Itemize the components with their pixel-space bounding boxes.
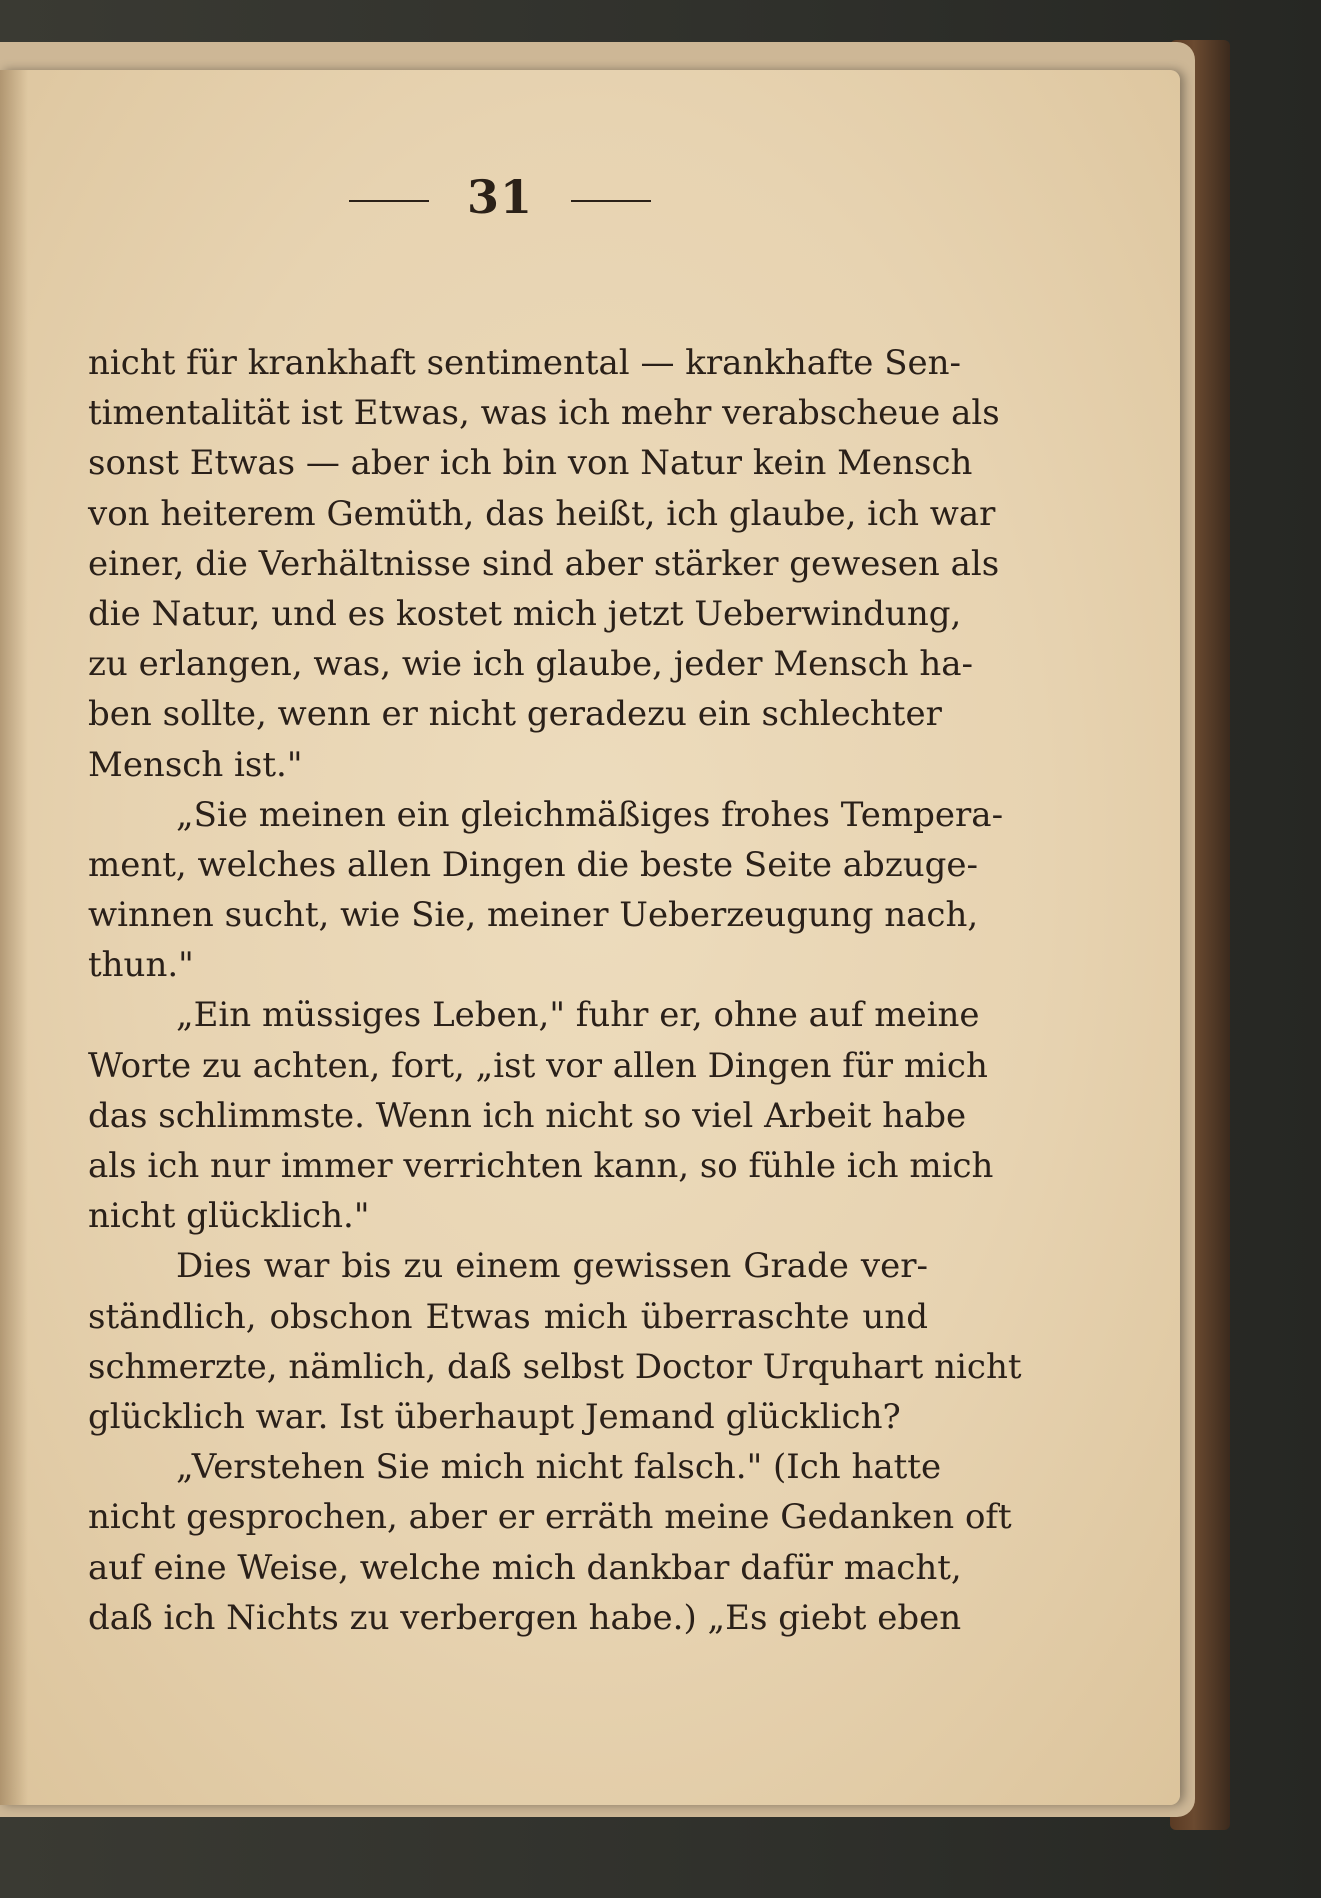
text-line: zu erlangen, was, wie ich glaube, jeder Mensch ha- xyxy=(88,644,973,685)
text-line: daß ich Nichts zu verbergen habe.) „Es giebt eben xyxy=(88,1597,962,1638)
text-line: von heiterem Gemüth, das heißt, ich glaube, ich war xyxy=(88,493,996,534)
text-line: die Natur, und es kostet mich jetzt Ueberwindung, xyxy=(88,593,962,634)
text-line: nicht glücklich." xyxy=(88,1196,370,1237)
page-number xyxy=(0,170,1000,224)
text-line: thun." xyxy=(88,945,194,986)
text-line: als ich nur immer verrichten kann, so fühle ich mich xyxy=(88,1146,994,1186)
text-line: winnen sucht, wie Sie, meiner Ueberzeugung nach, xyxy=(88,895,979,936)
text-line: glücklich war. Ist überhaupt Jemand glücklich? xyxy=(88,1396,901,1437)
text-line: Dies war bis zu einem gewissen Grade ver- xyxy=(176,1246,928,1287)
text-line: nicht gesprochen, aber er erräth meine Gedanken oft xyxy=(88,1497,1012,1538)
text-line: auf eine Weise, welche mich dankbar dafür macht, xyxy=(88,1547,962,1588)
gutter-shadow xyxy=(0,70,28,1805)
text-line: einer, die Verhältnisse sind aber stärker gewesen als xyxy=(88,543,1000,584)
text-line: ständlich, obschon Etwas mich überraschte und xyxy=(88,1296,928,1337)
text-line: das schlimmste. Wenn ich nicht so viel Arbeit habe xyxy=(88,1095,967,1136)
text-line: timentalität ist Etwas, was ich mehr verabscheue als xyxy=(88,393,1000,434)
text-line: „Sie meinen ein gleichmäßiges frohes Tempera- xyxy=(176,794,1004,835)
page-number-text: 31 xyxy=(466,170,533,224)
text-line: ben sollte, wenn er nicht geradezu ein schlechter xyxy=(88,694,942,735)
text-line: ment, welches allen Dingen die beste Seite abzuge- xyxy=(88,844,979,885)
text-line: schmerzte, nämlich, daß selbst Doctor Urquhart nicht xyxy=(88,1346,1022,1387)
book-page xyxy=(0,70,1180,1805)
body-text xyxy=(88,338,1022,1643)
text-line: Mensch ist." xyxy=(88,744,303,785)
page-number-dash-right xyxy=(571,200,651,202)
text-line: Worte zu achten, fort, „ist vor allen Dingen für mich xyxy=(88,1045,988,1086)
text-line: „Ein müssiges Leben," fuhr er, ohne auf meine xyxy=(176,995,980,1036)
text-line: sonst Etwas — aber ich bin von Natur kein Mensch xyxy=(88,443,973,484)
page-number-dash-left xyxy=(349,200,429,202)
text-line: nicht für krankhaft sentimental — krankhafte Sen- xyxy=(88,343,962,383)
text-line: „Verstehen Sie mich nicht falsch." (Ich hatte xyxy=(176,1447,942,1488)
